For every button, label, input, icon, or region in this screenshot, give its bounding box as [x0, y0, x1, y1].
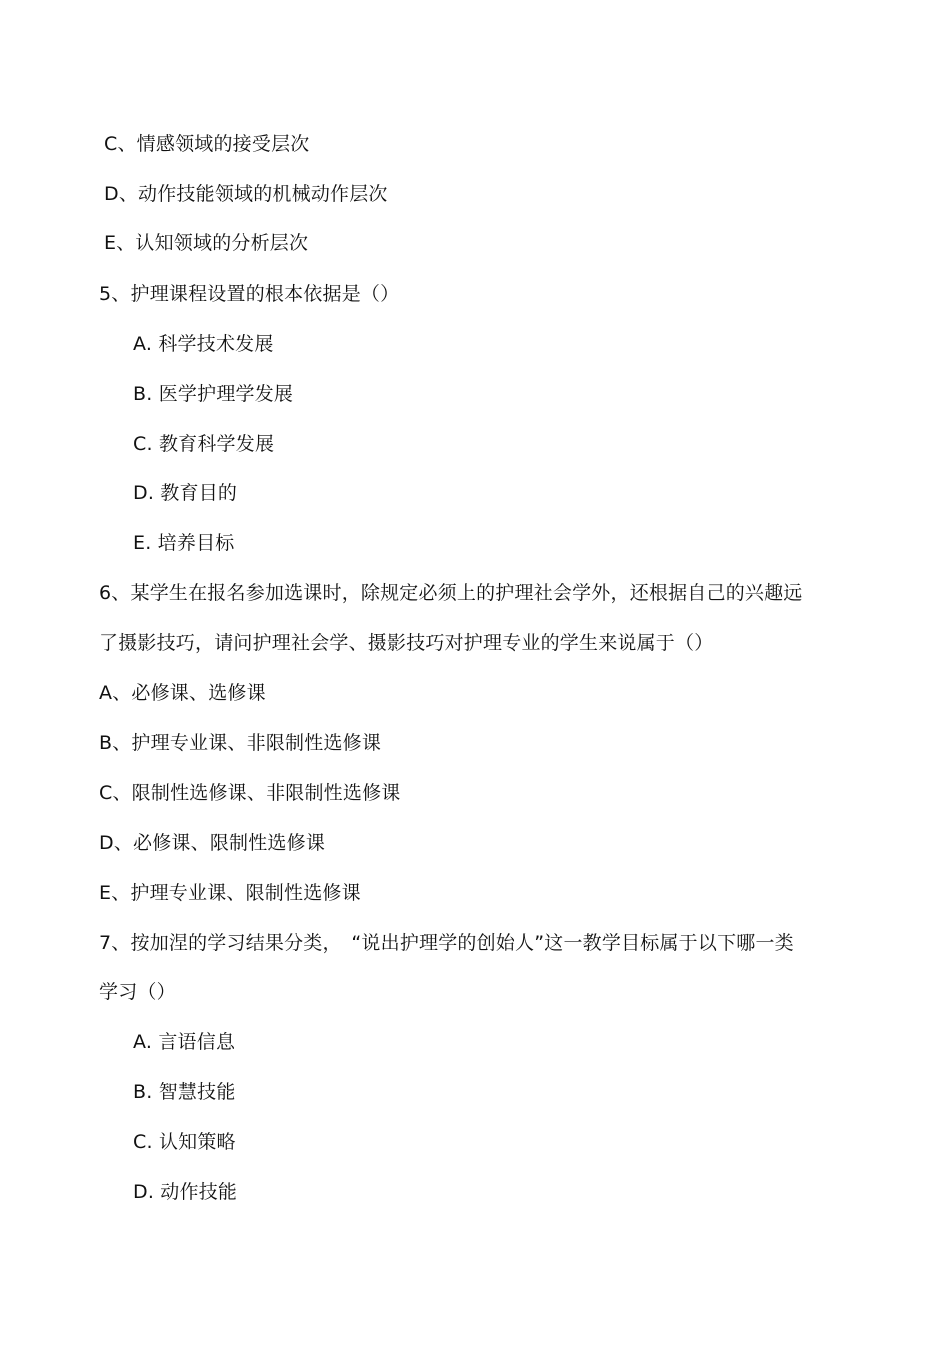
question-7-line-2: 学习（）	[99, 981, 176, 1003]
option-a-q5: A. 科学技术发展	[133, 333, 274, 355]
option-e-q5: E. 培养目标	[133, 532, 235, 554]
option-c-q4: C、情感领域的接受层次	[104, 133, 310, 155]
option-b-q5: B. 医学护理学发展	[133, 383, 294, 405]
option-b-q7: B. 智慧技能	[133, 1081, 236, 1103]
option-c-q6: C、限制性选修课、非限制性选修课	[99, 782, 401, 804]
option-a-q6: A、必修课、选修课	[99, 682, 266, 704]
option-e-q6: E、护理专业课、限制性选修课	[99, 882, 361, 904]
question-7-line-1: 7、按加涅的学习结果分类， “说出护理学的创始人”这一教学目标属于以下哪一类	[99, 932, 794, 954]
option-c-q7: C. 认知策略	[133, 1131, 236, 1153]
question-6-line-2: 了摄影技巧，请问护理社会学、摄影技巧对护理专业的学生来说属于（）	[99, 632, 714, 654]
option-d-q7: D. 动作技能	[133, 1181, 238, 1203]
question-6-line-1: 6、某学生在报名参加选课时，除规定必须上的护理社会学外，还根据自己的兴趣远	[99, 582, 803, 604]
question-5: 5、护理课程设置的根本依据是（）	[99, 283, 400, 305]
option-b-q6: B、护理专业课、非限制性选修课	[99, 732, 382, 754]
option-d-q5: D. 教育目的	[133, 482, 238, 504]
option-e-q4: E、认知领域的分析层次	[104, 232, 309, 254]
option-d-q4: D、动作技能领域的机械动作层次	[104, 183, 388, 205]
option-d-q6: D、必修课、限制性选修课	[99, 832, 326, 854]
option-c-q5: C. 教育科学发展	[133, 433, 275, 455]
option-a-q7: A. 言语信息	[133, 1031, 236, 1053]
